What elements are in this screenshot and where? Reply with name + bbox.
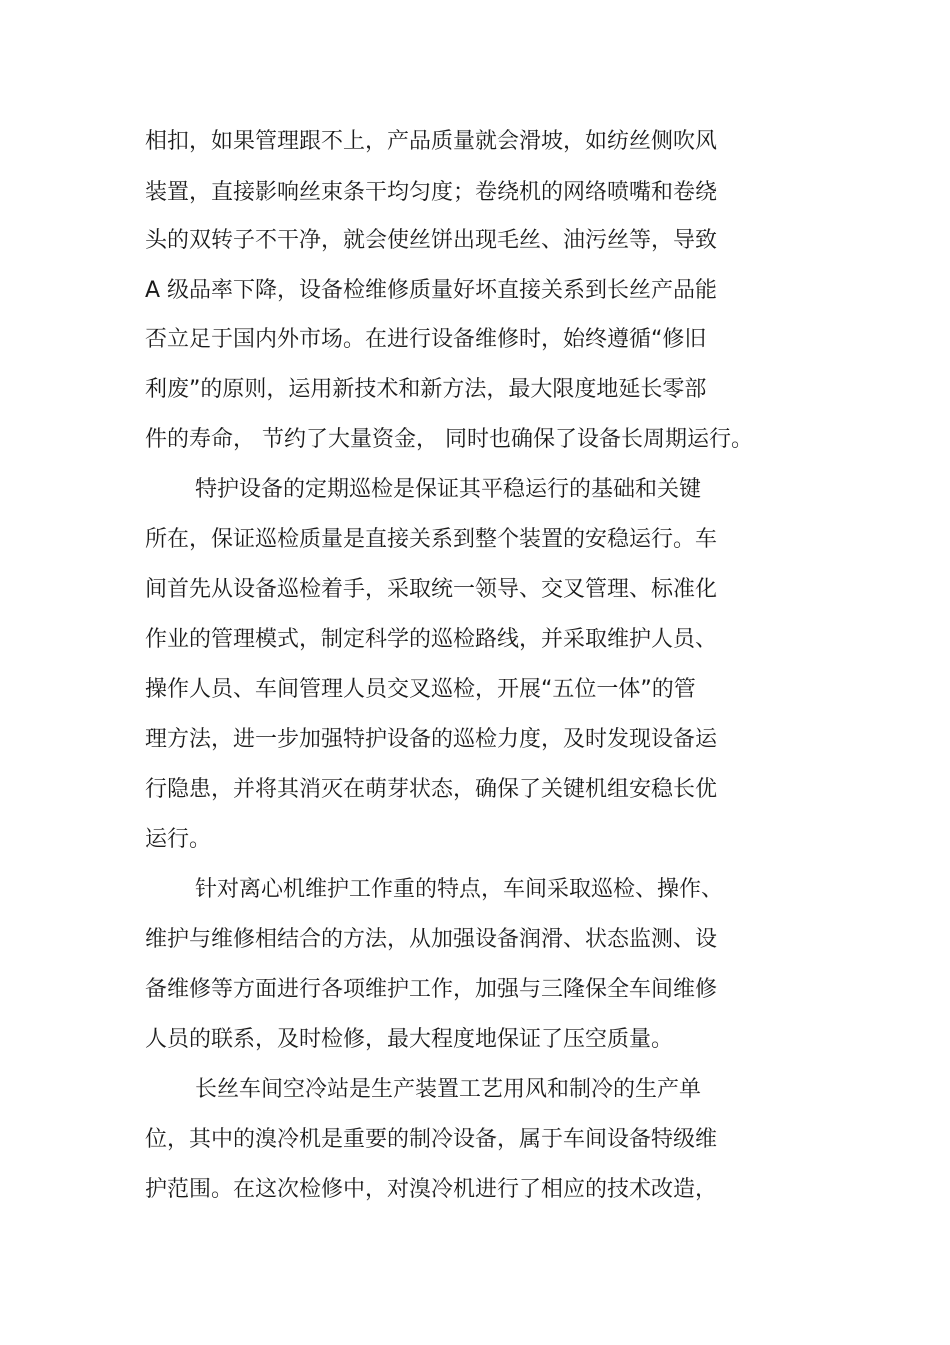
text-line: 长丝车间空冷站是生产装置工艺用风和制冷的生产单	[195, 1077, 702, 1102]
text-line: 护范围。在这次检修中，对溴冷机进行了相应的技术改造，	[145, 1177, 718, 1202]
text-line: 人员的联系，及时检修，最大程度地保证了压空质量。	[145, 1027, 674, 1052]
text-line: A 级品率下降，设备检维修质量好坏直接关系到长丝产品能	[145, 278, 718, 303]
text-line: 利废”的原则，运用新技术和新方法，最大限度地延长零部	[145, 377, 707, 402]
text-line: 头的双转子不干净，就会使丝饼出现毛丝、油污丝等，导致	[145, 228, 718, 253]
text-line: 间首先从设备巡检着手，采取统一领导、交叉管理、标准化	[145, 577, 718, 602]
text-line: 位，其中的溴冷机是重要的制冷设备，属于车间设备特级维	[145, 1127, 718, 1152]
text-line: 作业的管理模式，制定科学的巡检路线，并采取维护人员、	[145, 627, 718, 652]
text-line: 理方法，进一步加强特护设备的巡检力度，及时发现设备运	[145, 727, 718, 752]
text-line: 特护设备的定期巡检是保证其平稳运行的基础和关键	[195, 477, 702, 502]
text-line: 相扣，如果管理跟不上，产品质量就会滑坡，如纺丝侧吹风	[145, 129, 718, 154]
text-line: 行隐患，并将其消灭在萌芽状态，确保了关键机组安稳长优	[145, 777, 718, 802]
text-line: 所在，保证巡检质量是直接关系到整个装置的安稳运行。车	[145, 527, 718, 552]
text-line: 维护与维修相结合的方法，从加强设备润滑、状态监测、设	[145, 927, 718, 952]
text-line: 否立足于国内外市场。在进行设备维修时，始终遵循“修旧	[145, 327, 707, 352]
text-line: 操作人员、车间管理人员交叉巡检，开展“五位一体”的管	[145, 677, 696, 702]
text-line: 件的寿命， 节约了大量资金， 同时也确保了设备长周期运行。	[145, 427, 753, 452]
text-line: 备维修等方面进行各项维护工作，加强与三隆保全车间维修	[145, 977, 718, 1002]
text-line: 针对离心机维护工作重的特点，车间采取巡检、操作、	[195, 877, 724, 902]
text-line: 装置，直接影响丝束条干均匀度；卷绕机的网络喷嘴和卷绕	[145, 180, 718, 205]
text-line: 运行。	[145, 827, 212, 852]
